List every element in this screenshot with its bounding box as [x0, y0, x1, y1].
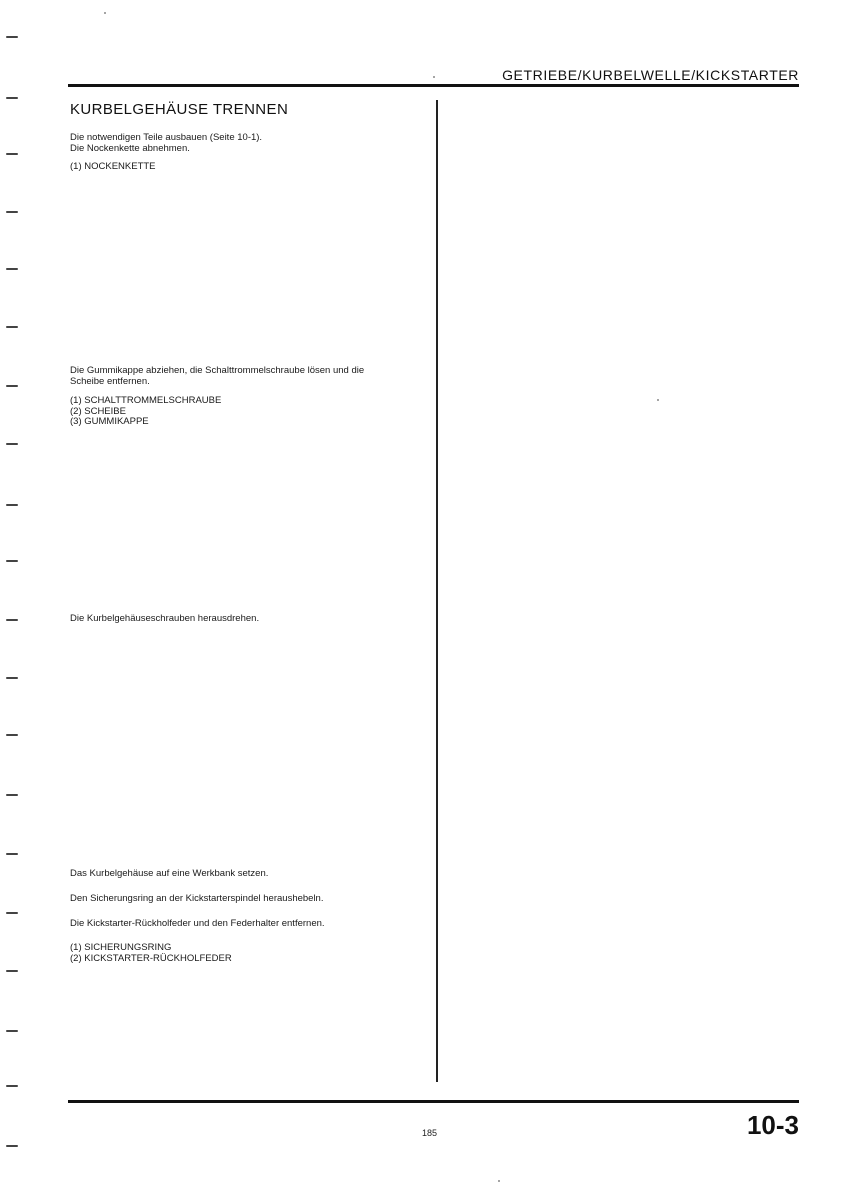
- scan-speck: [104, 12, 106, 14]
- binding-mark: [6, 1030, 18, 1032]
- instruction-text: Die notwendigen Teile ausbauen (Seite 10-1).: [70, 132, 263, 143]
- parts-list: [70, 396, 221, 428]
- list-item: (1) NOCKENKETTE: [70, 161, 156, 172]
- binding-mark: [6, 385, 18, 387]
- binding-mark: [6, 211, 18, 213]
- list-item: (1) SCHALTTROMMELSCHRAUBE: [70, 395, 222, 406]
- binding-mark: [6, 36, 18, 38]
- binding-mark: [6, 734, 18, 736]
- instruction-text: Den Sicherungsring an der Kickstarterspindel heraushebeln.: [70, 893, 324, 904]
- list-item: (3) GUMMIKAPPE: [70, 416, 149, 427]
- binding-mark: [6, 443, 18, 445]
- parts-list: [70, 162, 156, 173]
- instruction-text: Scheibe entfernen.: [70, 376, 150, 387]
- binding-mark: [6, 1085, 18, 1087]
- running-header: GETRIEBE/KURBELWELLE/KICKSTARTER: [502, 67, 799, 83]
- binding-mark: [6, 153, 18, 155]
- binding-mark: [6, 912, 18, 914]
- binding-mark: [6, 560, 18, 562]
- page-code: 10-3: [746, 1110, 799, 1140]
- scan-speck: [498, 1180, 500, 1182]
- scan-speck: [657, 399, 659, 401]
- binding-mark: [6, 619, 18, 621]
- column-divider: [436, 100, 438, 1082]
- binding-mark: [6, 677, 18, 679]
- section-title: KURBELGEHÄUSE TRENNEN: [70, 101, 289, 118]
- binding-mark: [6, 268, 18, 270]
- list-item: (2) SCHEIBE: [70, 405, 126, 417]
- binding-mark: [6, 97, 18, 99]
- footer-rule: [68, 1100, 799, 1103]
- instruction-text: Die Kickstarter-Rückholfeder und den Federhalter entfernen.: [70, 918, 325, 929]
- header-rule: [68, 84, 799, 87]
- page-number: 185: [422, 1128, 438, 1138]
- binding-mark: [6, 970, 18, 972]
- instruction-text: Die Kurbelgehäuseschrauben herausdrehen.: [70, 613, 260, 624]
- parts-list: [70, 943, 232, 964]
- binding-mark: [6, 794, 18, 796]
- list-item: (1) SICHERUNGSRING: [70, 942, 172, 953]
- binding-mark: [6, 326, 18, 328]
- instruction-text: Die Gummikappe abziehen, die Schalttrommelschraube lösen und die: [70, 365, 365, 376]
- scan-speck: [433, 76, 435, 78]
- list-item: (2) KICKSTARTER-RÜCKHOLFEDER: [70, 952, 232, 964]
- instruction-text: Das Kurbelgehäuse auf eine Werkbank setzen.: [70, 868, 269, 879]
- binding-mark: [6, 504, 18, 506]
- instruction-text: Die Nockenkette abnehmen.: [70, 143, 190, 154]
- binding-mark: [6, 1145, 18, 1147]
- binding-mark: [6, 853, 18, 855]
